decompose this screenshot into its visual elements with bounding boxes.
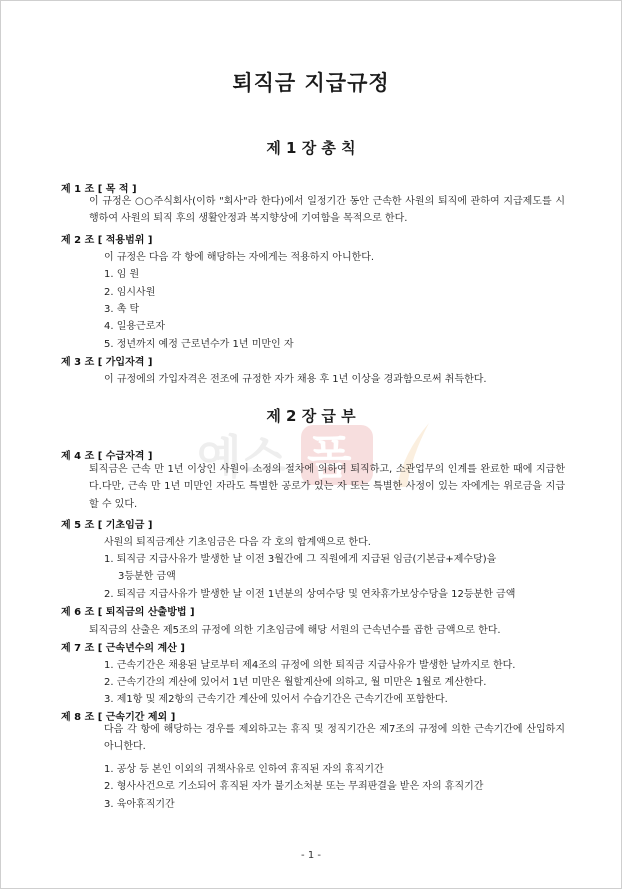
chapter-2-heading: 제 2 장 급 부 <box>266 407 356 425</box>
article-8-text: 다음 각 항에 해당하는 경우를 제외하고는 휴직 및 정직기간은 제7조의 규정에 의한 근속기간에 산입하지 아니한다. <box>104 724 565 753</box>
article-8-heading: 제 8 조 [ 근속기간 제외 ] <box>61 712 176 723</box>
chapter-1-heading: 제 1 장 총 칙 <box>266 139 356 157</box>
list-item-continued: 3등분한 금액 <box>118 571 176 582</box>
list-item: 1. 임 원 <box>104 269 140 280</box>
article-1-text: 이 규정은 ○○주식회사(이하 "회사"라 한다)에서 일정기간 동안 근속한 사원의 퇴직에 관하여 지급제도를 시행하여 사원의 퇴직 후의 생활안정과 복지향상에 기여함을 목적으로 한다. <box>89 196 565 225</box>
list-item: 3. 육아휴직기간 <box>104 799 175 810</box>
article-5-heading: 제 5 조 [ 기초임금 ] <box>61 520 153 531</box>
list-item: 2. 임시사원 <box>104 287 156 298</box>
article-2-text: 이 규정은 다음 각 항에 해당하는 자에게는 적용하지 아니한다. <box>104 252 375 263</box>
list-item: 1. 공상 등 본인 이외의 귀책사유로 인하여 휴직된 자의 휴직기간 <box>104 764 384 775</box>
article-6-heading: 제 6 조 [ 퇴직금의 산출방법 ] <box>61 607 195 618</box>
list-item: 5. 정년까지 예정 근로년수가 1년 미만인 자 <box>104 339 294 350</box>
article-3-heading: 제 3 조 [ 가입자격 ] <box>61 357 153 368</box>
list-item: 3. 제1항 및 제2항의 근속기간 계산에 있어서 수습기간은 근속기간에 포함한다. <box>104 694 448 705</box>
page-number: - 1 - <box>301 850 321 861</box>
article-3-text: 이 규정에의 가입자격은 전조에 규정한 자가 채용 후 1년 이상을 경과함으로써 취득한다. <box>104 374 487 385</box>
article-4-heading: 제 4 조 [ 수급자격 ] <box>61 451 153 462</box>
list-item: 3. 촉 탁 <box>104 304 140 315</box>
article-4-text: 퇴직금은 근속 만 1년 이상인 사원이 소정의 절차에 의하여 퇴직하고, 소관업무의 인계를 완료한 때에 지급한다.다만, 근속 만 1년 미만인 자라도 특별한 공로가 있는 자 또는 특별한 사정이 있는 자에게는 위로금을 지급할 수 있다. <box>89 464 565 510</box>
list-item: 4. 일용근로자 <box>104 321 166 332</box>
list-item: 1. 근속기간은 채용된 날로부터 제4조의 규정에 의한 퇴직금 지급사유가 발생한 날까지로 한다. <box>104 660 516 671</box>
list-item: 1. 퇴직금 지급사유가 발생한 날 이전 3월간에 그 직원에게 지급된 임금(기본급+제수당)을 <box>104 554 497 565</box>
list-item: 2. 형사사건으로 기소되어 휴직된 자가 불기소처분 또는 무죄판결을 받은 자의 휴직기간 <box>104 781 484 792</box>
list-item: 2. 근속기간의 계산에 있어서 1년 미만은 월할계산에 의하고, 월 미만은 1월로 계산한다. <box>104 677 487 688</box>
svg-text:폼: 폼 <box>307 430 352 484</box>
article-7-heading: 제 7 조 [ 근속년수의 계산 ] <box>61 643 185 654</box>
article-2-heading: 제 2 조 [ 적용범위 ] <box>61 235 153 246</box>
article-5-text: 사원의 퇴직금계산 기초임금은 다음 각 호의 합계액으로 한다. <box>104 537 371 548</box>
article-6-text: 퇴직금의 산출은 제5조의 규정에 의한 기초임금에 해당 서원의 근속년수를 곱한 금액으로 한다. <box>89 625 501 636</box>
svg-text:예스: 예스 <box>197 430 286 484</box>
article-1-heading: 제 1 조 [ 목 적 ] <box>61 184 137 195</box>
document-title: 퇴직금 지급규정 <box>232 71 390 95</box>
list-item: 2. 퇴직금 지급사유가 발생한 날 이전 1년분의 상여수당 및 연차휴가보상수당을 12등분한 금액 <box>104 589 516 600</box>
